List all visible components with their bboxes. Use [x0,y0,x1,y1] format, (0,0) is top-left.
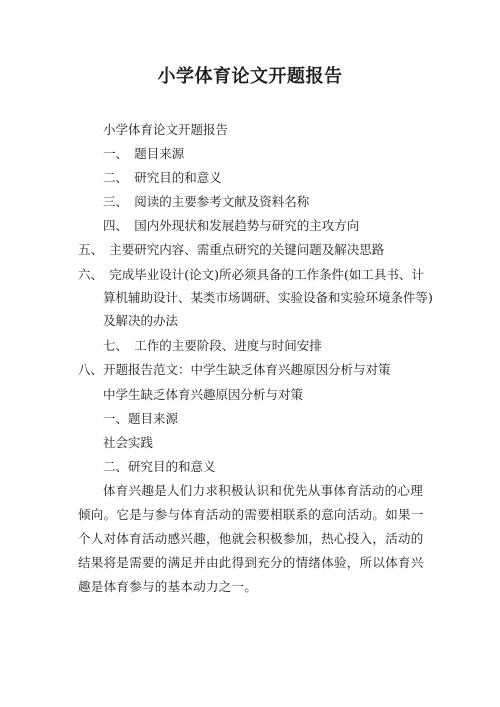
text-line: 社会实践 [103,435,154,450]
text-line: 八、开题报告范文：中学生缺乏体育兴趣原因分析与对策 [78,362,391,377]
text-line: 一、 题目来源 [103,146,185,161]
document-title: 小学体育论文开题报告 [157,66,343,87]
text-line: 四、 国内外现状和发展趋势与研究的主攻方向 [103,218,360,233]
text-line: 三、 阅读的主要参考文献及资料名称 [103,194,310,209]
body-paragraph: 体育兴趣是人们力求积极认识和优先从事体育活动的心理倾向。它是与参与体育活动的需要相联系的意向活动。如果一个人对体育活动感兴趣，他就会积极参加，热心投入，活动的结果将是需要的满足并由此得到充分的情绪体验，所以体育兴趣是体育参与的基本动力之一。 [78,483,424,594]
text-line: 小学体育论文开题报告 [103,122,229,137]
text-line: 五、 主要研究内容、需重点研究的关键问题及解决思路 [78,242,385,257]
text-line: 二、 研究目的和意义 [103,170,222,185]
document-body [78,118,433,599]
text-line: 六、 完成毕业设计(论文)所必须具备的工作条件(如工具书、计算机辅助设计、某类市场调研、实验设备和实验环境条件等)及解决的办法 [78,267,433,328]
text-line: 一、题目来源 [103,411,179,426]
text-line: 二、研究目的和意义 [103,459,216,474]
text-line: 中学生缺乏体育兴趣原因分析与对策 [103,387,304,402]
text-line: 七、 工作的主要阶段、进度与时间安排 [103,338,322,353]
